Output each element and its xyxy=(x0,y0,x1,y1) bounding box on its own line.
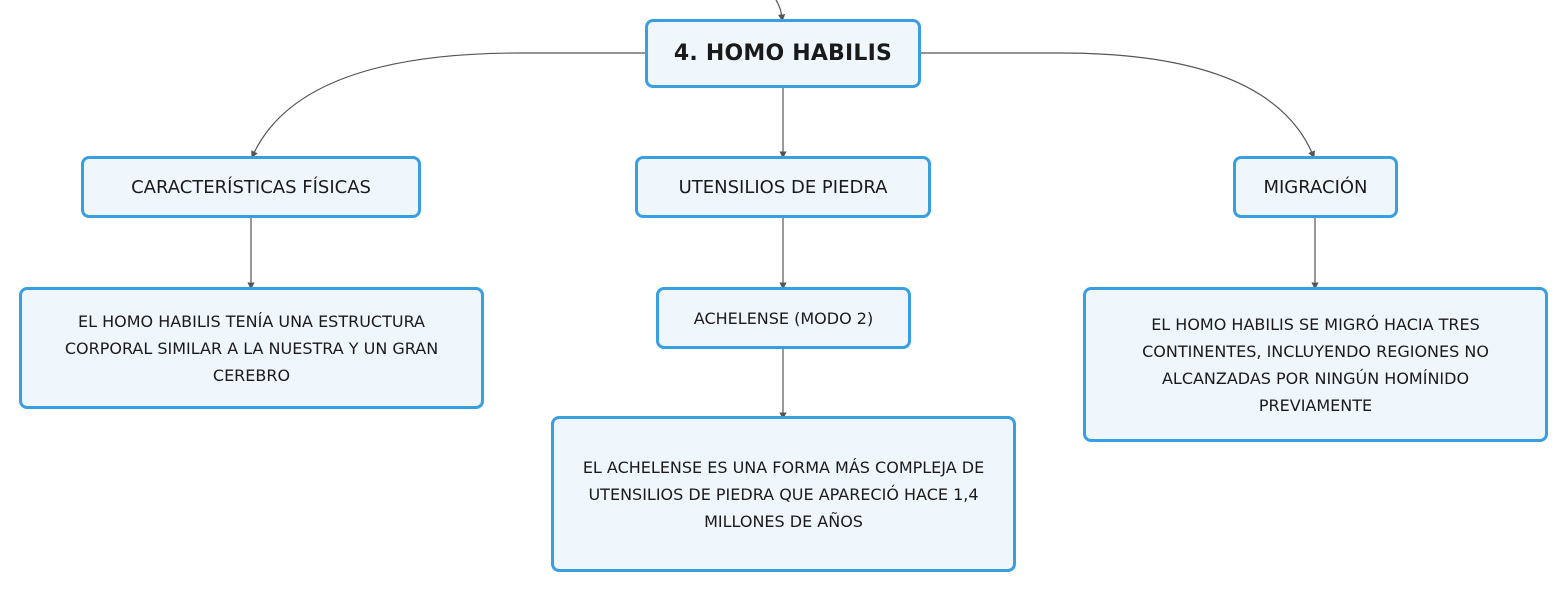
root-label: 4. HOMO HABILIS xyxy=(673,41,893,66)
tools-detail-text: EL ACHELENSE ES UNA FORMA MÁS COMPLEJA DE UTENSILIOS DE PIEDRA QUE APARECIÓ HACE 1,4 MILLONES DE AÑOS xyxy=(582,457,985,531)
root-node[interactable] xyxy=(645,19,921,88)
tools-detail-node[interactable] xyxy=(551,416,1016,572)
tools-sub-node[interactable] xyxy=(656,287,911,349)
branch-tools-label: UTENSILIOS DE PIEDRA xyxy=(678,176,888,198)
physical-detail-text: EL HOMO HABILIS TENÍA UNA ESTRUCTURA CORPORAL SIMILAR A LA NUESTRA Y UN GRAN CEREBRO xyxy=(64,311,439,385)
connector-root-to-physical xyxy=(253,53,646,155)
tools-sub-label: ACHELENSE (MODO 2) xyxy=(693,308,874,328)
migration-detail-text: EL HOMO HABILIS SE MIGRÓ HACIA TRES CONTINENTES, INCLUYENDO REGIONES NO ALCANZADAS POR NINGÚN HOMÍNIDO PREVIAMENTE xyxy=(1142,314,1489,415)
migration-detail-node[interactable] xyxy=(1083,287,1548,442)
branch-migration-label: MIGRACIÓN xyxy=(1263,176,1368,198)
branch-tools-node[interactable] xyxy=(635,156,931,218)
incoming-connector xyxy=(776,0,782,18)
physical-detail-node[interactable] xyxy=(19,287,484,409)
connector-root-to-migration xyxy=(920,53,1313,155)
branch-physical-label: CARACTERÍSTICAS FÍSICAS xyxy=(131,176,371,198)
branch-physical-node[interactable] xyxy=(81,156,421,218)
branch-migration-node[interactable] xyxy=(1233,156,1398,218)
